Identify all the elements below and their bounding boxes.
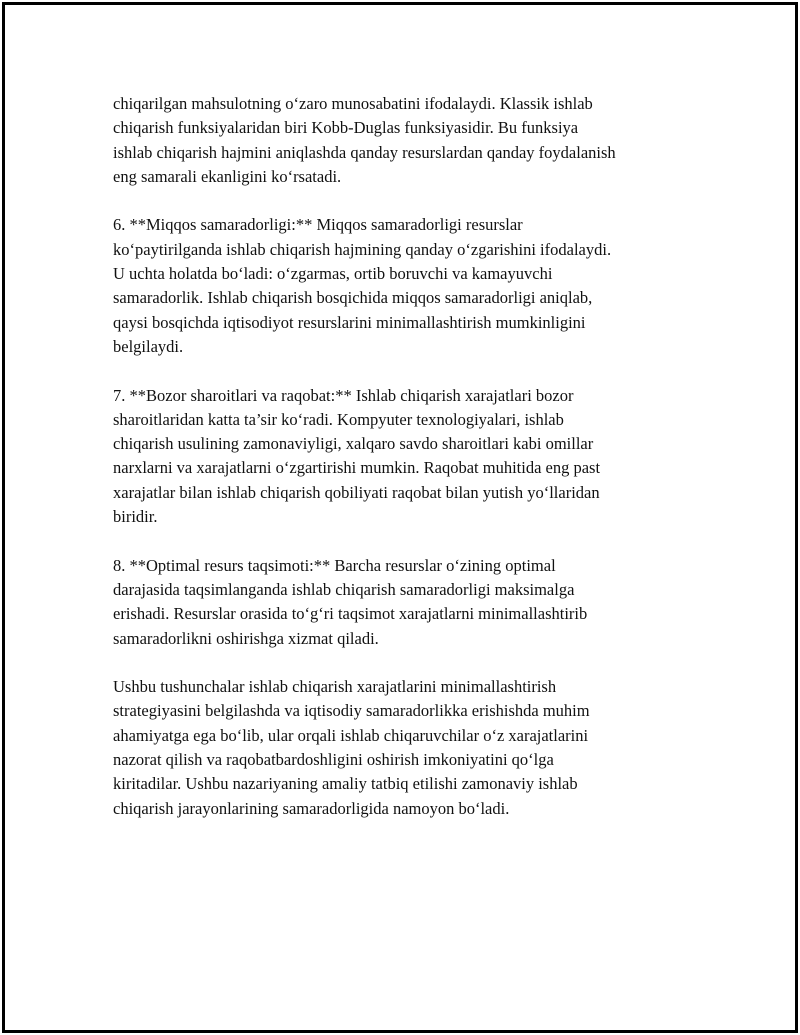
paragraph-item-7 (113, 384, 693, 530)
text-line: ko‘paytirilganda ishlab chiqarish hajmining qanday o‘zgarishini ifodalaydi. (113, 239, 612, 259)
text-line: darajasida taqsimlanganda ishlab chiqarish samaradorligi maksimalga (113, 579, 575, 599)
text-line: biridir. (113, 507, 158, 527)
text-line: 6. **Miqqos samaradorligi:** Miqqos samaradorligi resurslar (113, 215, 523, 235)
text-line: 8. **Optimal resurs taqsimoti:** Barcha resurslar o‘zining optimal (113, 555, 556, 575)
paragraph-intro-continuation (113, 92, 693, 189)
paragraph-item-6 (113, 213, 693, 359)
text-line: strategiyasini belgilashda va iqtisodiy samaradorlikka erishishda muhim (113, 701, 590, 721)
text-line: chiqarilgan mahsulotning o‘zaro munosabatini ifodalaydi. Klassik ishlab (113, 94, 593, 113)
text-line: ahamiyatga ega bo‘lib, ular orqali ishlab chiqaruvchilar o‘z xarajatlarini (113, 725, 589, 745)
text-line: xarajatlar bilan ishlab chiqarish qobiliyati raqobat bilan yutish yo‘llaridan (113, 482, 600, 502)
paragraph-item-8 (113, 554, 693, 651)
paragraph-conclusion (113, 675, 693, 821)
text-line: nazorat qilish va raqobatbardoshligini oshirish imkoniyatini qo‘lga (113, 750, 554, 770)
text-line: narxlarni va xarajatlarni o‘zgartirishi mumkin. Raqobat muhitida eng past (113, 458, 601, 478)
text-line: 7. **Bozor sharoitlari va raqobat:** Ishlab chiqarish xarajatlari bozor (113, 385, 574, 405)
text-line: eng samarali ekanligini ko‘rsatadi. (113, 166, 342, 186)
text-line: kiritadilar. Ushbu nazariyaning amaliy tatbiq etilishi zamonaviy ishlab (113, 774, 578, 794)
text-line: chiqarish jarayonlarining samaradorligida namoyon bo‘ladi. (113, 798, 510, 818)
text-line: sharoitlaridan katta ta’sir ko‘radi. Kompyuter texnologiyalari, ishlab (113, 409, 564, 429)
text-line: qaysi bosqichda iqtisodiyot resurslarini minimallashtirish mumkinligini (113, 312, 586, 332)
text-line: chiqarish usulining zamonaviyligi, xalqaro savdo sharoitlari kabi omillar (113, 434, 594, 454)
document-body (113, 92, 693, 845)
text-line: samaradorlikni oshirishga xizmat qiladi. (113, 628, 379, 648)
text-line: belgilaydi. (113, 336, 184, 356)
text-line: Ushbu tushunchalar ishlab chiqarish xarajatlarini minimallashtirish (113, 677, 557, 697)
text-line: samaradorlik. Ishlab chiqarish bosqichida miqqos samaradorligi aniqlab, (113, 288, 593, 308)
text-line: erishadi. Resurslar orasida to‘g‘ri taqsimot xarajatlarni minimallashtirib (113, 604, 588, 624)
text-line: U uchta holatda bo‘ladi: o‘zgarmas, ortib boruvchi va kamayuvchi (113, 264, 553, 284)
text-line: ishlab chiqarish hajmini aniqlashda qanday resurslardan qanday foydalanish (113, 142, 616, 162)
text-line: chiqarish funksiyalaridan biri Kobb-Duglas funksiyasidir. Bu funksiya (113, 118, 579, 138)
